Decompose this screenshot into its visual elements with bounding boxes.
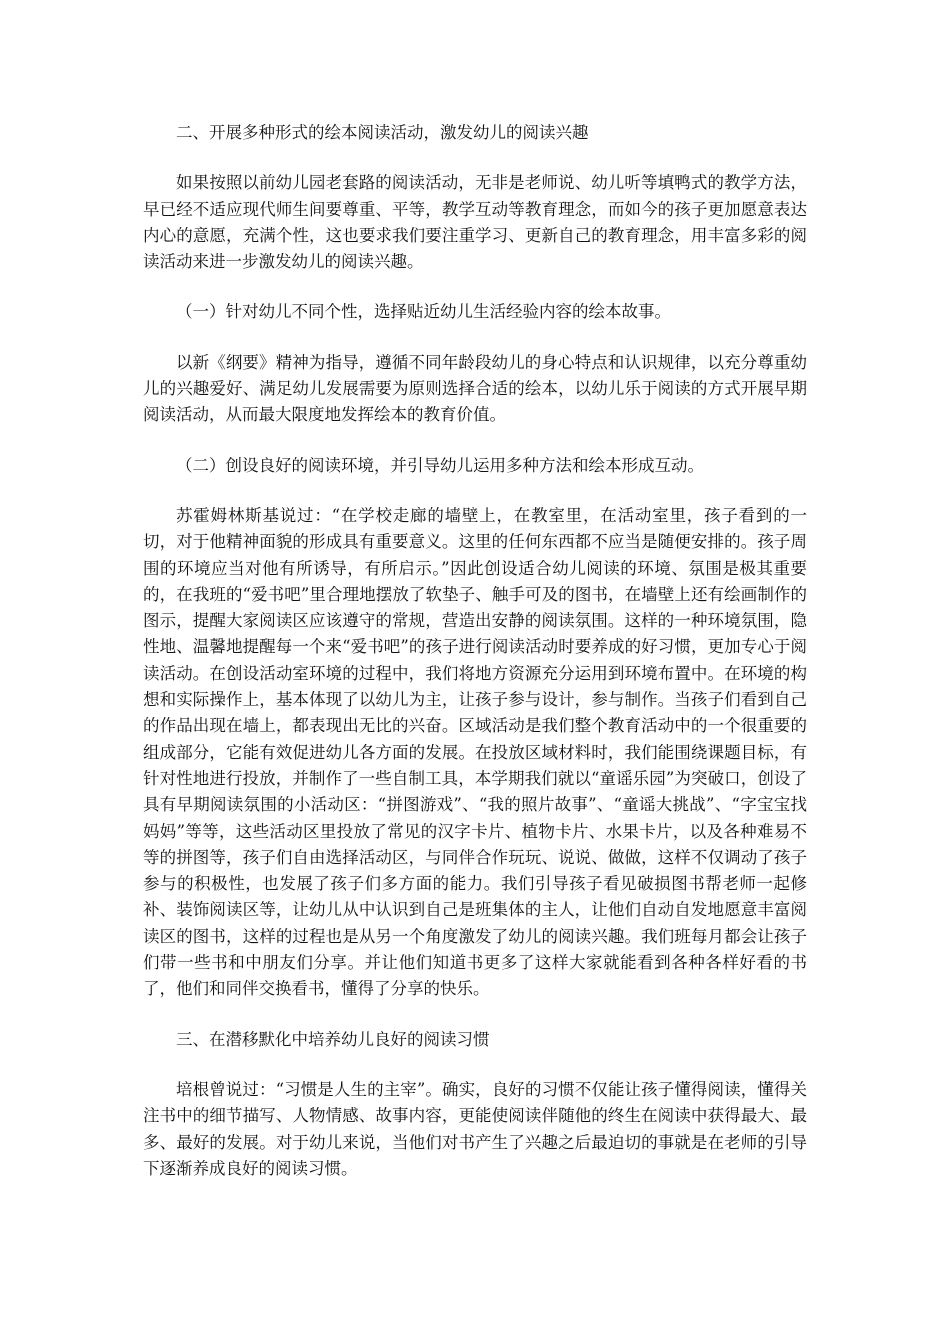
section-heading-2: 二、开展多种形式的绘本阅读活动，激发幼儿的阅读兴趣: [176, 123, 589, 142]
document-body: [143, 120, 807, 1206]
paragraph-1: 如果按照以前幼儿园老套路的阅读活动，无非是老师说、幼儿听等填鸭式的教学方法，早已经不适应现代师生间要尊重、平等，教学互动等教育理念，而如今的孩子更加愿意表达内心的意愿，充满个性，这也要求我们要注重学习、更新自己的教育理念，用丰富多彩的阅读活动来进一步激发幼儿的阅读兴趣。: [143, 173, 807, 272]
paragraph-2: 以新《纲要》精神为指导，遵循不同年龄段幼儿的身心特点和认识规律，以充分尊重幼儿的兴趣爱好、满足幼儿发展需要为原则选择合适的绘本，以幼儿乐于阅读的方式开展早期阅读活动，从而最大限度地发挥绘本的教育价值。: [143, 352, 807, 425]
subheading-2-2: （二）创设良好的阅读环境，并引导幼儿运用多种方法和绘本形成互动。: [176, 455, 704, 475]
section-heading-3: 三、在潜移默化中培养幼儿良好的阅读习惯: [176, 1029, 490, 1049]
subheading-2-1: （一）针对幼儿不同个性，选择贴近幼儿生活经验内容的绘本故事。: [176, 302, 671, 322]
paragraph-3: 苏霍姆林斯基说过：“在学校走廊的墙壁上，在教室里，在活动室里，孩子看到的一切，对于他精神面貌的形成具有重要意义。这里的任何东西都不应当是随便安排的。孩子周围的环境应当对他有所诱导，有所启示。”因此创设适合幼儿阅读的环境、氛围是极其重要的，在我班的“爱书吧”里合理地摆放了软垫子、触手可及的图书，在墙壁上还有绘画制作的图示，提醒大家阅读区应该遵守的常规，营造出安静的阅读氛围。这样的一种环境氛围，隐性地、温馨地提醒每一个来“爱书吧”的孩子进行阅读活动时要养成的好习惯，更加专心于阅读活动。在创设活动室环境的过程中，我们将地方资源充分运用到环境布置中。在环境的构想和实际操作上，基本体现了以幼儿为主，让孩子参与设计，参与制作。当孩子们看到自己的作品出现在墙上，都表现出无比的兴奋。区域活动是我们整个教育活动中的一个很重要的组成部分，它能有效促进幼儿各方面的发展。在投放区域材料时，我们能围绕课题目标，有针对性地进行投放，并制作了一些自制工具，本学期我们就以“童谣乐园”为突破口，创设了具有早期阅读氛围的小活动区：“拼图游戏”、“我的照片故事”、“童谣大挑战”、“字宝宝找妈妈”等等，这些活动区里投放了常见的汉字卡片、植物卡片、水果卡片，以及各种难易不等的拼图等，孩子们自由选择活动区，与同伴合作玩玩、说说、做做，这样不仅调动了孩子参与的积极性，也发展了孩子们多方面的能力。我们引导孩子看见破损图书帮老师一起修补、装饰阅读区等，让幼儿从中认识到自己是班集体的主人，让他们自动自发地愿意丰富阅读区的图书，这样的过程也是从另一个角度激发了幼儿的阅读兴趣。我们班每月都会让孩子们带一些书和中朋友们分享。并让他们知道书更多了这样大家就能看到各种各样好看的书了，他们和同伴交换看书，懂得了分享的快乐。: [143, 505, 807, 999]
paragraph-4: 培根曾说过：“习惯是人生的主宰”。确实，良好的习惯不仅能让孩子懂得阅读，懂得关注书中的细节描写、人物情感、故事内容，更能使阅读伴随他的终生在阅读中获得最大、最多、最好的发展。对于幼儿来说，当他们对书产生了兴趣之后最迫切的事就是在老师的引导下逐渐养成良好的阅读习惯。: [143, 1079, 807, 1178]
